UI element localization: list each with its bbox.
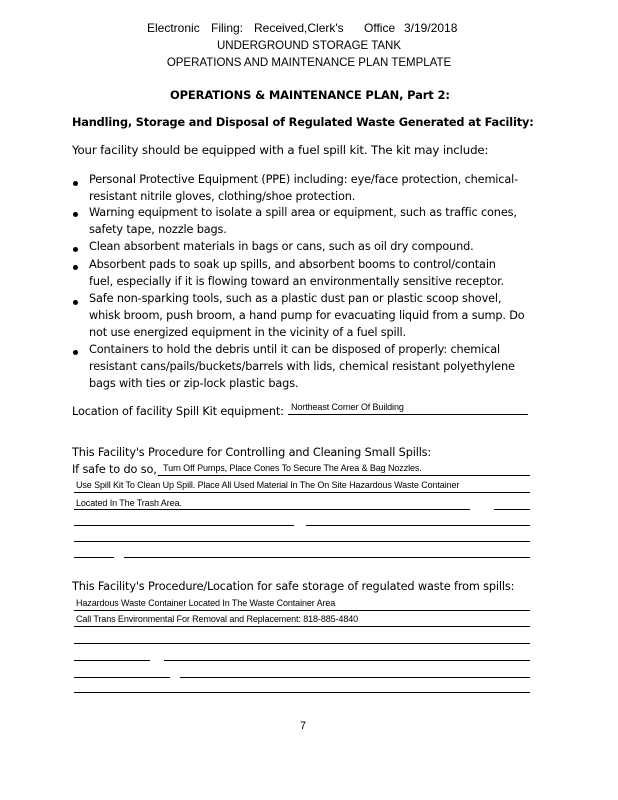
form-line (74, 541, 530, 542)
storage-line-2[interactable]: Call Trans Environmental For Removal and Replacement: 818-885-4840 (76, 614, 359, 624)
list-item-text: whisk broom, push broom, a hand pump for evacuating liquid from a sump. Do (89, 309, 525, 322)
form-line (74, 509, 470, 510)
form-line (164, 660, 530, 661)
list-item-text: not use energized equipment in the vicinity of a fuel spill. (89, 326, 406, 339)
list-item-text: safety tape, nozzle bags. (89, 223, 227, 236)
form-line (74, 660, 150, 661)
small-spills-line-2[interactable]: Use Spill Kit To Clean Up Spill. Place All Used Material In The On Site Hazardous Waste Container (76, 480, 460, 490)
title-line-2: OPERATIONS AND MAINTENANCE PLAN TEMPLATE (166, 57, 452, 69)
list-item-text: Clean absorbent materials in bags or cans, such as oil dry compound. (89, 240, 474, 253)
storage-line-1[interactable]: Hazardous Waste Container Located In The Waste Container Area (76, 598, 336, 608)
form-line (74, 525, 294, 526)
small-spills-prefix: If safe to do so, (72, 463, 157, 476)
stamp-office: Office (364, 21, 396, 35)
form-line (74, 643, 530, 644)
form-line (74, 626, 530, 627)
form-line (306, 525, 530, 526)
bullet-dot (73, 247, 78, 252)
stamp-electronic: Electronic (147, 21, 200, 35)
bullet-dot (73, 181, 78, 186)
list-item-text: resistant nitrile gloves, clothing/shoe protection. (89, 190, 356, 203)
bullet-dot (73, 350, 78, 355)
list-item-text: Personal Protective Equipment (PPE) including: eye/face protection, chemical- (89, 173, 519, 186)
form-line (74, 610, 530, 611)
form-line (180, 677, 530, 678)
form-line (494, 509, 530, 510)
stamp-filing: Filing: (211, 21, 244, 35)
stamp-received: Received,Clerk's (254, 21, 344, 35)
form-line (74, 677, 170, 678)
list-item-text: Safe non-sparking tools, such as a plastic dust pan or plastic scoop shovel, (89, 292, 502, 305)
title-line-1: UNDERGROUND STORAGE TANK (216, 40, 402, 52)
spill-kit-label: Location of facility Spill Kit equipment: (72, 405, 284, 418)
list-item-text: bags with ties or zip-lock plastic bags. (89, 377, 299, 390)
form-line (124, 557, 530, 558)
list-item-text: Warning equipment to isolate a spill area or equipment, such as traffic cones, (89, 206, 517, 219)
list-item-text: fuel, especially if it is flowing toward an environmentally sensitive receptor. (89, 275, 504, 288)
intro-text: Your facility should be equipped with a fuel spill kit. The kit may include: (72, 143, 489, 157)
bullet-dot (73, 265, 78, 270)
form-line (74, 492, 530, 493)
bullet-dot (73, 212, 78, 217)
form-line (74, 557, 114, 558)
storage-heading: This Facility's Procedure/Location for safe storage of regulated waste from spills: (72, 580, 515, 593)
small-spills-line-3[interactable]: Located In The Trash Area. (76, 498, 182, 508)
stamp-date: 3/19/2018 (404, 21, 458, 35)
list-item-text: Containers to hold the debris until it can be disposed of properly: chemical (89, 343, 500, 356)
small-spills-line-1[interactable]: Turn Off Pumps, Place Cones To Secure The Area & Bag Nozzles. (163, 463, 422, 473)
section-heading: Handling, Storage and Disposal of Regulated Waste Generated at Facility: (72, 116, 534, 129)
spill-kit-location-field[interactable]: Northeast Corner Of Building (291, 402, 404, 412)
list-item-text: resistant cans/pails/buckets/barrels with lids, chemical resistant polyethylene (89, 360, 515, 373)
plan-title: OPERATIONS & MAINTENANCE PLAN, Part 2: (170, 88, 450, 102)
page-number: 7 (300, 720, 307, 732)
small-spills-heading: This Facility's Procedure for Controlling and Cleaning Small Spills: (72, 446, 432, 459)
spill-kit-underline (288, 414, 528, 415)
bullet-dot (73, 300, 78, 305)
form-line (158, 475, 530, 476)
form-line (74, 692, 530, 693)
list-item-text: Absorbent pads to soak up spills, and absorbent booms to control/contain (89, 258, 496, 271)
